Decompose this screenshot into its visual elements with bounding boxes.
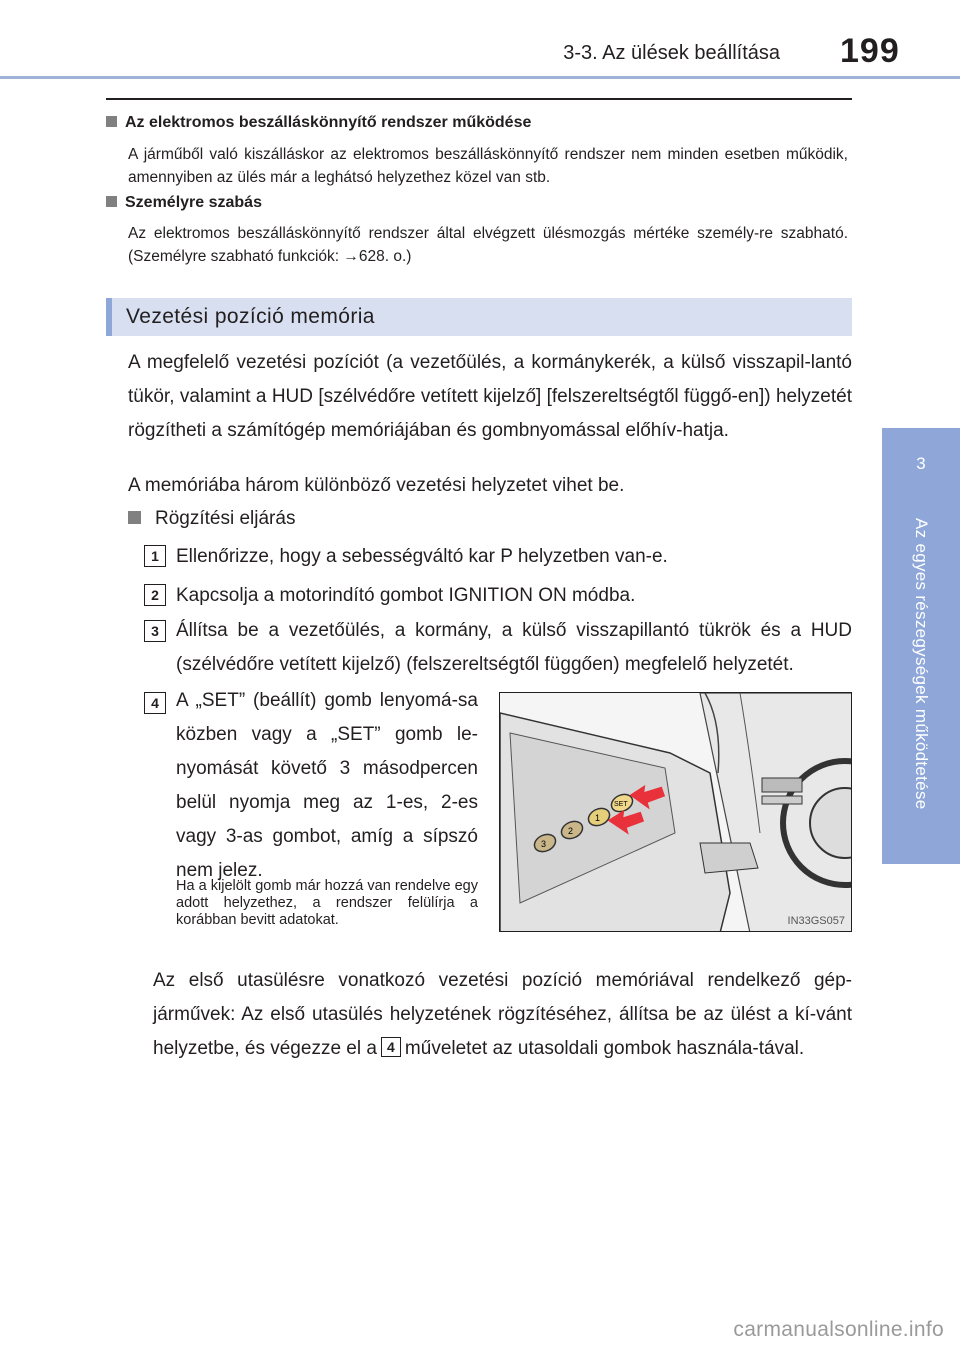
step-text: A „SET” (beállít) gomb lenyomá-sa közben vagy a „SET” gomb le-nyomását követő 3 másodpercen belül nyomja meg az 1-es, 2-es vagy 3-as gombot, amíg a sípszó nem jelez.: [176, 690, 478, 881]
title-bar-accent: [106, 298, 112, 336]
procedure-heading: Rögzítési eljárás: [128, 508, 295, 530]
subsection-heading: Személyre szabás: [106, 194, 262, 212]
step-text: Állítsa be a vezetőülés, a kormány, a külső visszapillantó tükrök és a HUD (szélvédőre vetített kijelző) (felszereltségtől függően) megfelelő helyzetét.: [176, 620, 852, 675]
section-title-bar: [106, 298, 852, 336]
memory-buttons-illustration: [499, 692, 852, 932]
step-number-badge: 3: [144, 620, 166, 642]
square-bullet-icon: [128, 511, 141, 524]
step-number-badge: 1: [144, 545, 166, 567]
square-bullet-icon: [106, 196, 117, 207]
door-panel-drawing: [500, 693, 852, 932]
inline-step-reference: 4: [381, 1037, 401, 1057]
step-note: Ha a kijelölt gomb már hozzá van rendelve egy adott helyzethez, a rendszer felülírja a korábban bevitt adatokat.: [176, 878, 478, 928]
memory-count-text: A memóriába három különböző vezetési helyzetet vihet be.: [128, 475, 625, 496]
button-1-label: 1: [595, 813, 601, 823]
step-text: Ellenőrizze, hogy a sebességváltó kar P helyzetben van-e.: [176, 546, 668, 567]
button-2-label: 2: [568, 826, 574, 836]
subsection-heading: Az elektromos beszálláskönnyítő rendszer működése: [106, 114, 531, 132]
passenger-paragraph: Az első utasülésre vonatkozó vezetési pozíció memóriával rendelkező gép-járművek: Az első utasülés helyzetének rögzítéséhez, állítsa be az ülést a kí-vánt helyzetbe, és végezze el a 4 műveletet az utasoldali gombok használa-tával.: [153, 970, 852, 1059]
set-button-label: SET: [614, 801, 628, 808]
step-text: Kapcsolja a motorindító gombot IGNITION ON módba.: [176, 585, 636, 606]
memory-intro-paragraph: A megfelelő vezetési pozíciót (a vezetőülés, a kormánykerék, a külső visszapil-lantó tükör, valamint a HUD [szélvédőre vetített kijelző] [felszereltségtől függő-en]) helyzetét rögzítheti a számítógép memóriájában és gombnyomással előhív-hatja.: [128, 352, 852, 441]
memory-section-title: Vezetési pozíció memória: [126, 305, 375, 328]
subsection-text: Az elektromos beszálláskönnyítő rendszer által elvégzett ülésmozgás mértéke személy-re szabható. (Személyre szabható funkciók: →628. o.): [128, 225, 848, 265]
chapter-number: 3: [916, 454, 926, 473]
subsection-text: A járműből való kiszálláskor az elektromos beszálláskönnyítő rendszer nem minden esetben működik, amennyiben az ülés már a leghátsó helyzethez közel van stb.: [128, 146, 848, 186]
figure-code: IN33GS057: [787, 915, 845, 927]
header-divider: [0, 76, 960, 79]
step-number-badge: 2: [144, 584, 166, 606]
square-bullet-icon: [106, 116, 117, 127]
button-3-label: 3: [541, 839, 547, 849]
chapter-side-tab: [882, 428, 960, 864]
chapter-title: Az egyes részegységek működtetése: [912, 518, 931, 810]
section-title: 3-3. Az ülések beállítása: [563, 42, 780, 64]
step-number-badge: 4: [144, 692, 166, 714]
page-number: 199: [840, 32, 900, 70]
content-top-rule: [106, 98, 852, 100]
watermark: carmanualsonline.info: [733, 1318, 944, 1341]
